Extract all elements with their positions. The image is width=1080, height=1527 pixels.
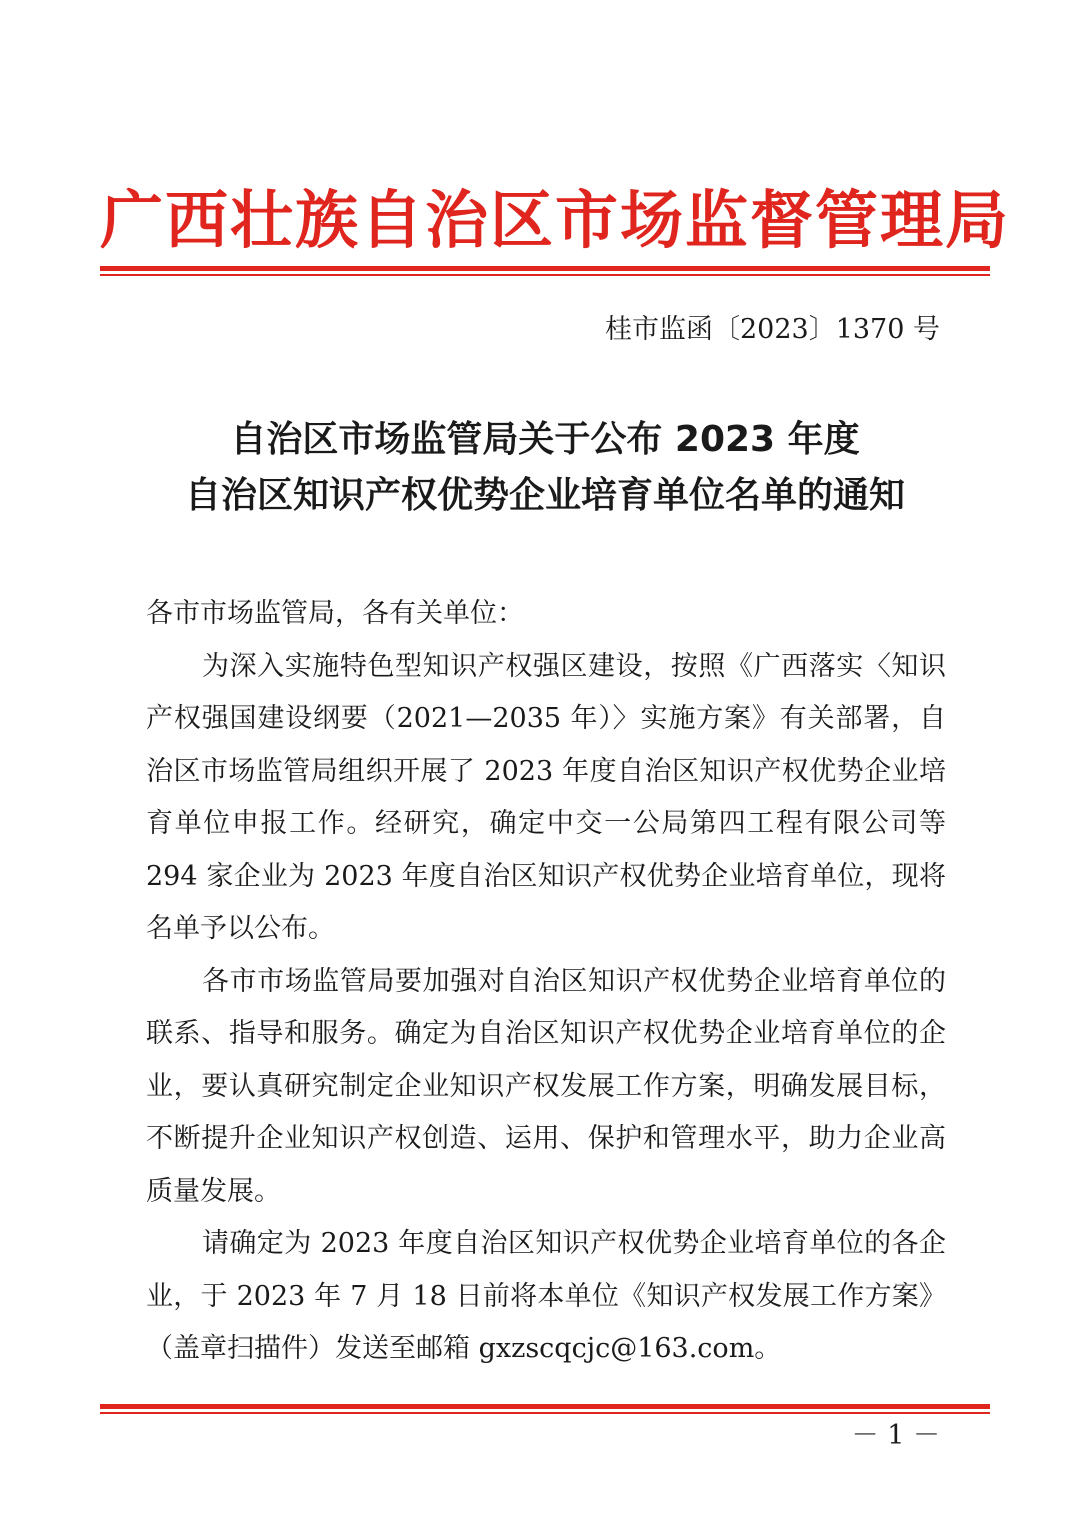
footer-divider-thin-line	[100, 1412, 990, 1414]
footer-divider-thick-line	[100, 1404, 990, 1409]
issuing-authority-header: 广西壮族自治区市场监督管理局	[100, 184, 1010, 257]
document-title	[100, 412, 990, 524]
document-body	[146, 588, 946, 1376]
page-number: － 1 －	[851, 1420, 940, 1451]
header-divider-thin-line	[100, 274, 990, 276]
title-line-1: 自治区市场监管局关于公布 2023 年度	[230, 419, 860, 460]
header-divider	[100, 266, 990, 276]
salutation: 各市市场监管局，各有关单位：	[146, 598, 524, 629]
document-number: 桂市监函〔2023〕1370 号	[604, 314, 940, 345]
body-paragraph-1: 为深入实施特色型知识产权强区建设，按照《广西落实〈知识产权强国建设纲要（2021—2035 年）〉实施方案》有关部署，自治区市场监管局组织开展了 2023 年度自治区知识产权优势企业培育单位申报工作。经研究，确定中交一公局第四工程有限公司等 294 家企业为 2023 年度自治区知识产权优势企业培育单位，现将名单予以公布。	[146, 650, 946, 944]
title-line-2: 自治区知识产权优势企业培育单位名单的通知	[184, 475, 905, 516]
footer-divider	[100, 1404, 990, 1414]
body-paragraph-3: 请确定为 2023 年度自治区知识产权优势企业培育单位的各企业，于 2023 年 7 月 18 日前将本单位《知识产权发展工作方案》（盖章扫描件）发送至邮箱 gxzscqcjc@163.com。	[146, 1228, 946, 1364]
body-paragraph-2: 各市市场监管局要加强对自治区知识产权优势企业培育单位的联系、指导和服务。确定为自治区知识产权优势企业培育单位的企业，要认真研究制定企业知识产权发展工作方案，明确发展目标，不断提升企业知识产权创造、运用、保护和管理水平，助力企业高质量发展。	[146, 965, 946, 1207]
header-divider-thick-line	[100, 266, 990, 271]
